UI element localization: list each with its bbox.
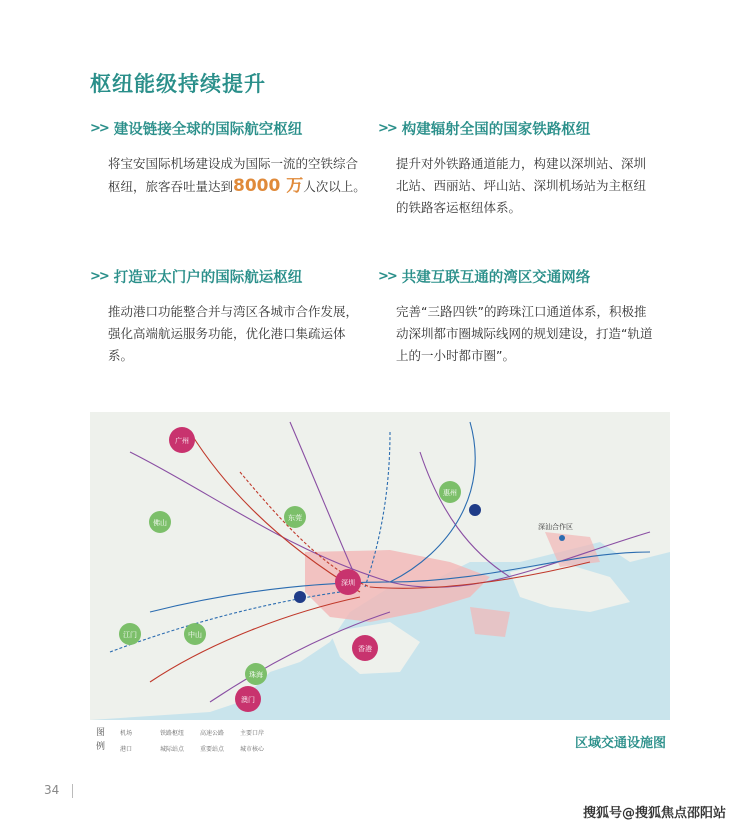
section-body: 完善“三路四铁”的跨珠江口通道体系，积极推动深圳都市圈城际线网的规划建设，打造“轨道上的一小时都市圈”。	[396, 304, 653, 363]
section-aviation-hub	[90, 118, 390, 198]
cooperation-zone-marker	[559, 535, 565, 541]
section-shipping-hub	[90, 266, 390, 367]
cooperation-zone-label: 深汕合作区	[538, 523, 573, 531]
section-heading	[90, 266, 390, 287]
page-number: 34	[44, 783, 60, 797]
double-chevron-icon: >>	[378, 121, 396, 136]
section-heading-text: 共建互联互通的湾区交通网络	[401, 270, 591, 286]
section-bay-network	[378, 266, 678, 367]
section-heading-text: 打造亚太门户的国际航运枢纽	[113, 270, 303, 286]
section-body: 提升对外铁路通道能力，构建以深圳站、深圳北站、西丽站、坪山站、深圳机场站为主枢纽的铁路客运枢纽体系。	[396, 156, 647, 215]
page-divider	[72, 784, 73, 798]
double-chevron-icon: >>	[378, 269, 396, 284]
land-mass-east	[510, 562, 630, 612]
airport-icon	[294, 591, 306, 603]
body-text-before: 将宝安国际机场建设成为国际一流的空铁综合枢纽，旅客吞吐量达到	[108, 156, 359, 194]
body-text-after: 人次以上。	[303, 179, 366, 194]
section-railway-hub	[378, 118, 678, 219]
legend-item: 重要站点	[200, 746, 225, 753]
airport-icon	[469, 504, 481, 516]
legend-item: 高速公路	[200, 730, 225, 737]
city-label-hongkong: 香港	[358, 645, 372, 653]
legend-item: 主要口岸	[240, 730, 265, 737]
page-title: 枢纽能级持续提升	[90, 72, 266, 96]
legend-item: 城市核心	[240, 746, 265, 753]
map-svg	[90, 412, 670, 720]
section-body	[108, 153, 370, 198]
section-heading	[90, 118, 390, 139]
city-label-zhongshan: 中山	[188, 631, 202, 639]
map-legend	[90, 722, 670, 762]
city-label-shenzhen: 深圳	[341, 579, 355, 587]
legend-item: 城际站点	[160, 746, 185, 753]
section-heading-text: 构建辐射全国的国家铁路枢纽	[401, 122, 591, 138]
section-body: 推动港口功能整合并与湾区各城市合作发展，强化高端航运服务功能，优化港口集疏运体系。	[108, 304, 359, 363]
urban-area-huizhou	[470, 607, 510, 637]
city-label-guangzhou: 广州	[175, 437, 189, 445]
double-chevron-icon: >>	[90, 121, 108, 136]
legend-title: 图例	[96, 728, 106, 752]
city-label-huizhou: 惠州	[443, 489, 457, 497]
section-heading-text: 建设链接全球的国际航空枢纽	[113, 122, 303, 138]
section-heading	[378, 266, 678, 287]
watermark: 搜狐号@搜狐焦点邵阳站	[582, 806, 726, 821]
legend-item: 铁路枢纽	[160, 730, 185, 737]
city-label-foshan: 佛山	[153, 519, 167, 527]
city-label-dongguan: 东莞	[288, 514, 302, 522]
legend-item: 港口	[120, 746, 133, 753]
city-label-jiangmen: 江门	[123, 631, 137, 639]
double-chevron-icon: >>	[90, 269, 108, 284]
map-caption: 区域交通设施图	[574, 736, 666, 751]
regional-transport-map	[90, 412, 670, 720]
city-label-macau: 澳门	[241, 696, 255, 704]
section-heading	[378, 118, 678, 139]
legend-item: 机场	[120, 730, 133, 737]
city-label-zhuhai: 珠海	[249, 671, 263, 679]
passenger-target-highlight: 8000 万	[233, 176, 304, 196]
